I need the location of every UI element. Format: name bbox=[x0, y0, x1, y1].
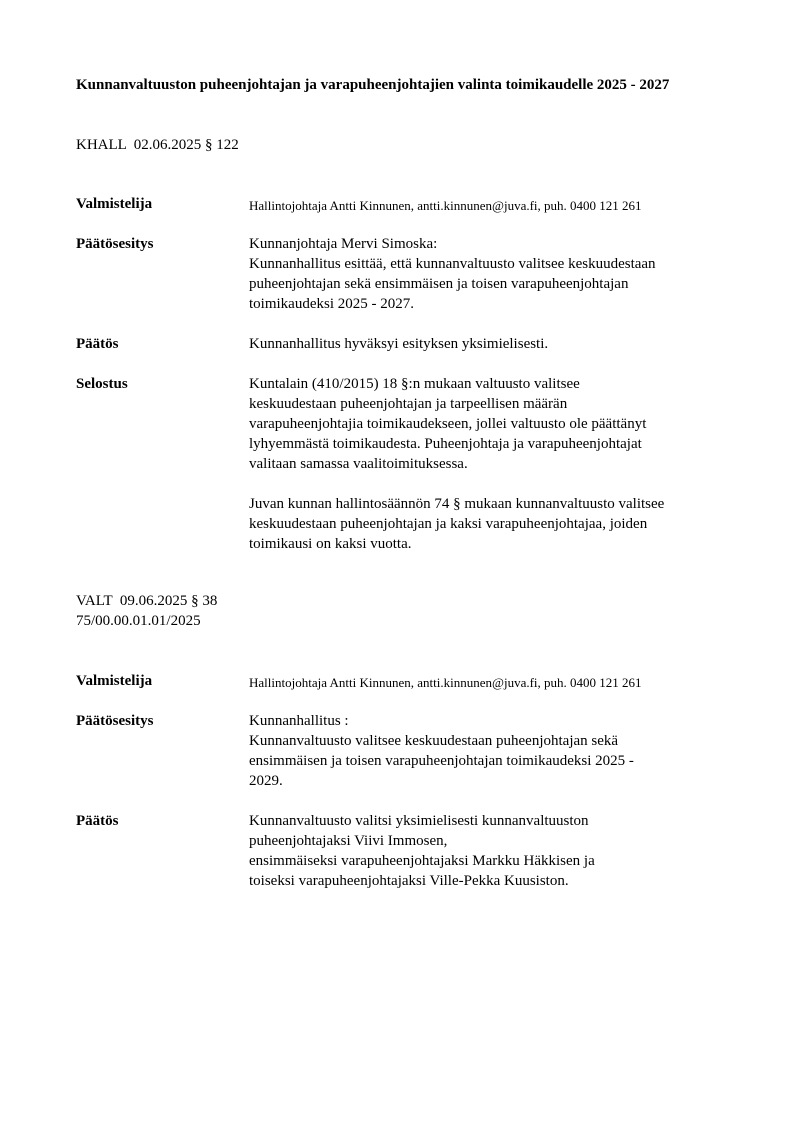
khall-reference: KHALL 02.06.2025 § 122 bbox=[76, 137, 239, 153]
paatos-text bbox=[249, 811, 734, 891]
text-line: varapuheenjohtajia toimikaudekseen, jollei valtuusto ole päättänyt bbox=[249, 416, 647, 432]
selostus-label: Selostus bbox=[76, 376, 128, 392]
selostus-text bbox=[249, 374, 734, 554]
paatos-label: Päätös bbox=[76, 336, 119, 352]
case-number: 75/00.00.01.01/2025 bbox=[76, 613, 201, 629]
text-line: ensimmäisen ja toisen varapuheenjohtajan toimikaudeksi 2025 - bbox=[249, 753, 634, 769]
text-line: lyhyemmästä toimikaudesta. Puheenjohtaja ja varapuheenjohtajat bbox=[249, 436, 642, 452]
text-line: 2029. bbox=[249, 773, 283, 789]
text-line: Kuntalain (410/2015) 18 §:n mukaan valtuusto valitsee bbox=[249, 376, 580, 392]
text-line: Kunnanhallitus esittää, että kunnanvaltuusto valitsee keskuudestaan bbox=[249, 256, 656, 272]
valmistelija-value: Hallintojohtaja Antti Kinnunen, antti.kinnunen@juva.fi, puh. 0400 121 261 bbox=[249, 675, 642, 690]
text-line: puheenjohtajan sekä ensimmäisen ja toisen varapuheenjohtajan bbox=[249, 276, 629, 292]
text-line: Kunnanvaltuusto valitsee keskuudestaan puheenjohtajan sekä bbox=[249, 733, 619, 749]
paatosesitys-text bbox=[249, 234, 734, 314]
text-line: Kunnanjohtaja Mervi Simoska: bbox=[249, 236, 438, 252]
paatosesitys-label: Päätösesitys bbox=[76, 236, 154, 252]
text-line: valitaan samassa vaalitoimituksessa. bbox=[249, 456, 468, 472]
text-line: toiseksi varapuheenjohtajaksi Ville-Pekka Kuusiston. bbox=[249, 873, 569, 889]
valt-reference: VALT 09.06.2025 § 38 bbox=[76, 593, 218, 609]
selostus-paragraph bbox=[249, 494, 734, 554]
text-line: toimikausi on kaksi vuotta. bbox=[249, 536, 412, 552]
document-title: Kunnanvaltuuston puheenjohtajan ja varapuheenjohtajien valinta toimikaudelle 2025 - 2027 bbox=[76, 77, 670, 93]
text-line: toimikaudeksi 2025 - 2027. bbox=[249, 296, 414, 312]
paatos-text: Kunnanhallitus hyväksyi esityksen yksimielisesti. bbox=[249, 336, 549, 352]
valmistelija-label: Valmistelija bbox=[76, 196, 153, 212]
valmistelija-label: Valmistelija bbox=[76, 673, 153, 689]
text-line: keskuudestaan puheenjohtajan ja tarpeellisen määrän bbox=[249, 396, 568, 412]
paatosesitys-text bbox=[249, 711, 734, 791]
valmistelija-value: Hallintojohtaja Antti Kinnunen, antti.kinnunen@juva.fi, puh. 0400 121 261 bbox=[249, 198, 642, 213]
selostus-paragraph bbox=[249, 374, 734, 474]
text-line: Kunnanvaltuusto valitsi yksimielisesti kunnanvaltuuston bbox=[249, 813, 589, 829]
text-line: Kunnanhallitus : bbox=[249, 713, 349, 729]
paatos-label: Päätös bbox=[76, 813, 119, 829]
text-line: Juvan kunnan hallintosäännön 74 § mukaan kunnanvaltuusto valitsee bbox=[249, 496, 665, 512]
text-line: ensimmäiseksi varapuheenjohtajaksi Markku Häkkisen ja bbox=[249, 853, 595, 869]
text-line: keskuudestaan puheenjohtajan ja kaksi varapuheenjohtajaa, joiden bbox=[249, 516, 648, 532]
paatosesitys-label: Päätösesitys bbox=[76, 713, 154, 729]
text-line: puheenjohtajaksi Viivi Immosen, bbox=[249, 833, 448, 849]
